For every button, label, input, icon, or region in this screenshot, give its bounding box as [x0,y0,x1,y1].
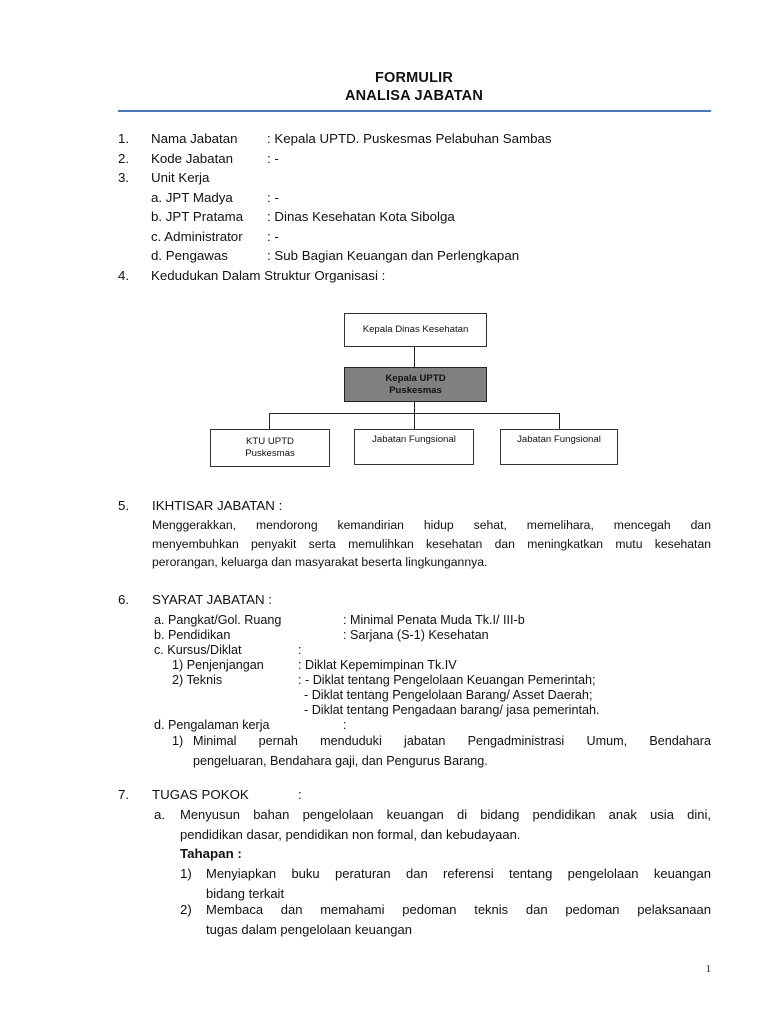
section6-c1-label: 1) Penjenjangan [172,658,264,672]
org-box-kepala-uptd [344,367,487,402]
section6-c2-label: 2) Teknis [172,673,223,687]
section7-step2-line1: Membaca dan memahami pedoman teknis dan pedoman pelaksanaan [206,902,711,917]
section7-heading: TUGAS POKOK [152,787,249,802]
section6-b-value: : Sarjana (S-1) Kesehatan [343,628,489,642]
org-box-kepala-dinas [344,313,487,347]
section7-step1-line1: Menyiapkan buku peraturan dan referensi tentang pengelolaan keuangan [206,866,711,881]
item3a-value: : - [267,190,279,205]
section6-d-label: d. Pengalaman kerja [154,718,270,732]
item1-value: : Kepala UPTD. Puskesmas Pelabuhan Sambas [267,131,552,146]
section7-step2-line2: tugas dalam pengelolaan keuangan [206,922,413,937]
section6-c-value: : [298,643,302,657]
section5-number: 5. [118,498,130,513]
form-title: FORMULIR [374,70,454,86]
section6-c1-value: : Diklat Kepemimpinan Tk.IV [298,658,457,672]
section7-a-line1: Menyusun bahan pengelolaan keuangan di bidang pendidikan anak usia dini, [180,807,711,822]
org-box-kepala-uptd-line2: Puskesmas [389,384,442,396]
section6-d1-text [193,731,711,771]
item3-label: Unit Kerja [151,170,210,185]
section6-a-value: : Minimal Penata Muda Tk.I/ III-b [343,613,525,627]
section6-d1-number: 1) [172,734,184,748]
item1-label: Nama Jabatan [151,131,238,146]
section5-line1: Menggerakkan, mendorong kemandirian hidup sehat, memelihara, mencegah dan [152,518,711,532]
section5-summary [152,516,711,572]
section6-c2-value3: - Diklat tentang Pengadaan barang/ jasa pemerintah. [304,703,600,717]
item3a-label: a. JPT Madya [151,190,233,205]
org-box-fungsional-2-label: Jabatan Fungsional [517,434,601,445]
section7-number: 7. [118,787,130,802]
title-underline [118,110,711,112]
item4-number: 4. [118,268,130,283]
form-subtitle: ANALISA JABATAN [344,88,484,104]
section6-c2-value1: : - Diklat tentang Pengelolaan Keuangan Pemerintah; [298,673,596,687]
org-box-fungsional-1 [354,429,474,465]
item3-number: 3. [118,170,130,185]
org-box-kepala-dinas-label: Kepala Dinas Kesehatan [362,324,469,335]
section7-step1-line2: bidang terkait [206,886,285,901]
item3c-label: c. Administrator [151,229,243,244]
section6-b-label: b. Pendidikan [154,628,231,642]
org-connector-right [559,413,560,429]
section7-colon: : [298,787,302,802]
org-box-ktu-line2: Puskesmas [245,448,295,459]
org-connector-left [269,413,270,429]
item3c-value: : - [267,229,279,244]
item3d-label: d. Pengawas [151,248,228,263]
org-box-ktu [210,429,330,467]
item2-label: Kode Jabatan [151,151,234,166]
section6-d1-line2: pengeluaran, Bendahara gaji, dan Pengurus Barang. [193,754,488,768]
page-number: 1 [706,964,711,975]
org-box-kepala-uptd-line1: Kepala UPTD [385,372,446,384]
org-box-fungsional-2 [500,429,618,465]
item2-number: 2. [118,151,130,166]
section6-c2-value2: - Diklat tentang Pengelolaan Barang/ Asset Daerah; [304,688,593,702]
section7-a-line2: pendidikan dasar, pendidikan non formal, dan kebudayaan. [180,827,521,842]
item4-label: Kedudukan Dalam Struktur Organisasi : [151,268,386,283]
section6-c-label: c. Kursus/Diklat [154,643,242,657]
section7-a-text [180,805,711,845]
section7-step2-number: 2) [180,902,192,917]
section6-number: 6. [118,592,130,607]
item3b-value: : Dinas Kesehatan Kota Sibolga [267,209,455,224]
section6-d1-line1: Minimal pernah menduduki jabatan Pengadministrasi Umum, Bendahara [193,734,711,748]
section7-a-number: a. [154,807,166,822]
org-connector-middle [414,401,415,413]
section7-tahapan-label: Tahapan : [180,846,242,861]
section5-line3: perorangan, keluarga dan masyarakat beserta lingkungannya. [152,555,488,569]
section6-a-label: a. Pangkat/Gol. Ruang [154,613,282,627]
item2-value: : - [267,151,279,166]
section5-line2: menyembuhkan penyakit serta memulihkan kesehatan dan meningkatkan mutu kesehatan [152,536,711,551]
section6-heading: SYARAT JABATAN : [152,592,272,607]
org-box-fungsional-1-label: Jabatan Fungsional [372,434,456,445]
item1-number: 1. [118,131,130,146]
section6-d-value: : [343,718,347,732]
org-connector-top [414,346,415,368]
section5-heading: IKHTISAR JABATAN : [152,498,283,513]
section7-step1-number: 1) [180,866,192,881]
section7-step2-text [206,900,711,940]
org-connector-center [414,413,415,429]
item3d-value: : Sub Bagian Keuangan dan Perlengkapan [267,248,520,263]
section7-step1-text [206,864,711,904]
item3b-label: b. JPT Pratama [151,209,244,224]
org-box-ktu-line1: KTU UPTD [246,436,294,447]
